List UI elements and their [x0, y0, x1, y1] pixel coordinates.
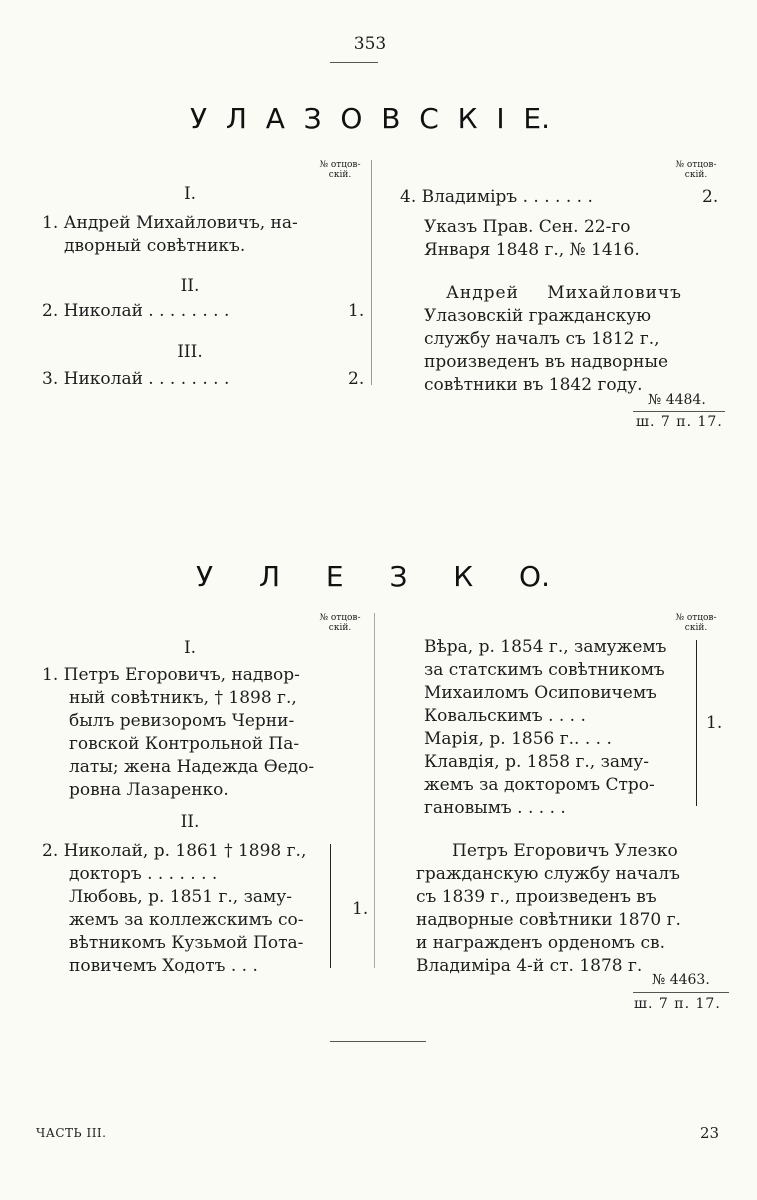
- children-number: 1.: [706, 713, 723, 733]
- title-letter: I: [496, 102, 505, 135]
- section-title-ulezko: [196, 560, 550, 593]
- column-header-right: № отцов- скій.: [675, 160, 717, 180]
- footer-part: ЧАСТЬ III.: [36, 1126, 107, 1140]
- entry-3-number: 2.: [348, 369, 365, 389]
- title-letter: А: [265, 102, 285, 135]
- title-letter: В: [381, 102, 401, 135]
- title-letter: Л: [225, 102, 247, 135]
- title-letter: У: [190, 102, 208, 135]
- title-letter: Л: [258, 560, 280, 593]
- title-letter: С: [419, 102, 439, 135]
- title-letter: О: [340, 102, 363, 135]
- column-divider: [374, 613, 375, 968]
- section-roman-i: I.: [183, 184, 197, 204]
- entry-4-number: 2.: [702, 187, 719, 207]
- closing-rule: [330, 1041, 426, 1042]
- section-title-ulazovskie: [190, 102, 550, 135]
- children-list: Вѣра, р. 1854 г., замужемъ за статскимъ совѣтникомъ Михаиломъ Осиповичемъ Ковальскимъ . . . . Марія, р. 1856 г.. . . . Клавдія, р. 1858 г., заму- жемъ за докторомъ Стро- гановымъ . . . . .: [424, 637, 667, 818]
- reference-rule: [633, 992, 729, 993]
- column-header-right: № отцов- скій.: [675, 613, 717, 633]
- grouping-bracket: [688, 640, 697, 806]
- entry-2-number: 1.: [352, 899, 369, 919]
- document-number: № 4463.: [652, 972, 710, 988]
- section-roman-i: I.: [183, 638, 197, 658]
- document-number: № 4484.: [648, 392, 706, 408]
- title-letter: Е: [325, 560, 344, 593]
- grouping-bracket: [322, 844, 331, 968]
- archive-reference: ш. 7 п. 17.: [634, 996, 721, 1012]
- column-divider: [371, 160, 372, 385]
- section-roman-iii: III.: [177, 342, 203, 362]
- title-letter: З: [303, 102, 322, 135]
- archive-reference: ш. 7 п. 17.: [636, 414, 723, 430]
- footer-signature-number: 23: [700, 1124, 720, 1142]
- entry-1: 1. Андрей Михайловичъ, на- дворный совѣтникъ.: [42, 213, 298, 256]
- entry-2: 2. Николай . . . . . . . .: [42, 301, 230, 321]
- column-header-left: № отцов- скій.: [319, 613, 361, 633]
- title-letter: Е.: [523, 102, 550, 135]
- header-rule: [330, 62, 378, 63]
- column-header-left: № отцов- скій.: [319, 160, 361, 180]
- entry-2-number: 1.: [348, 301, 365, 321]
- entry-2: 2. Николай, р. 1861 † 1898 г., докторъ . . . . . . . Любовь, р. 1851 г., заму- жемъ за коллежскимъ со- вѣтникомъ Кузьмой Пота- повичемъ Ходотъ . . .: [42, 841, 307, 976]
- ukaz-reference: Указъ Прав. Сен. 22-го Января 1848 г., № 1416.: [424, 217, 640, 260]
- page-number: 353: [353, 34, 387, 54]
- entry-3: 3. Николай . . . . . . . .: [42, 369, 230, 389]
- title-letter: К: [457, 102, 478, 135]
- section-roman-ii: II.: [180, 276, 200, 296]
- title-letter: К: [453, 560, 474, 593]
- entry-1: 1. Петръ Егоровичъ, надвор- ный совѣтникъ, † 1898 г., былъ ревизоромъ Черни- говской Контрольной Па- латы; жена Надежда Ѳедо- ровна Лазаренко.: [42, 665, 315, 800]
- title-letter: З: [389, 560, 408, 593]
- entry-4: 4. Владиміръ . . . . . . .: [400, 187, 593, 207]
- biography: Петръ Егоровичъ Улезко гражданскую службу началъ съ 1839 г., произведенъ въ надворные совѣтники 1870 г. и награжденъ орденомъ св. Владиміра 4-й ст. 1878 г.: [416, 841, 681, 976]
- title-letter: О.: [519, 560, 550, 593]
- reference-rule: [633, 411, 725, 412]
- biography: Андрей Михайловичъ Улазовскій гражданскую службу началъ съ 1812 г., произведенъ въ надворные совѣтники въ 1842 году.: [424, 283, 682, 395]
- title-letter: У: [196, 560, 214, 593]
- section-roman-ii: II.: [180, 812, 200, 832]
